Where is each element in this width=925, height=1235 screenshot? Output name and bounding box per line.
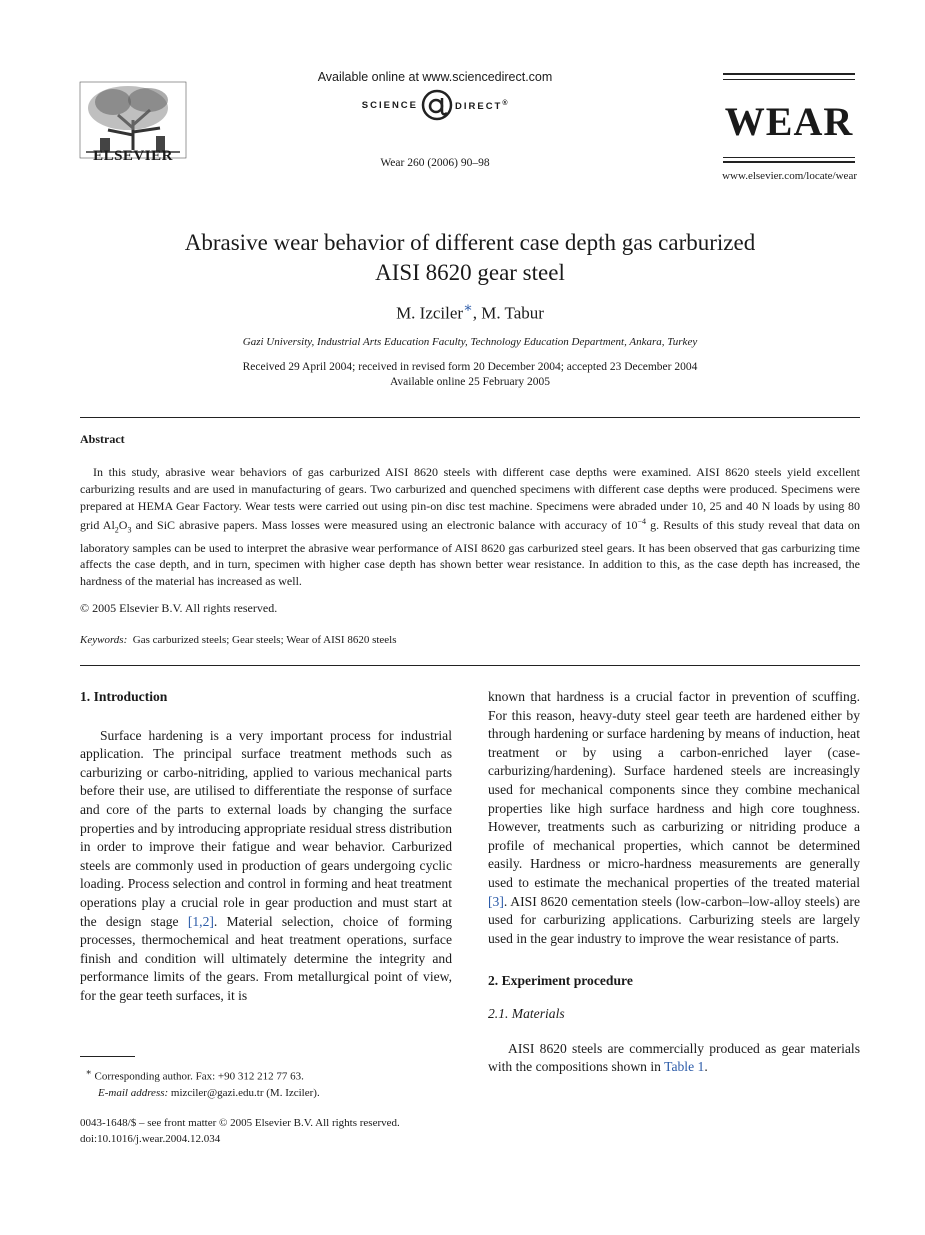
- doi-link[interactable]: doi:10.1016/j.wear.2004.12.034: [80, 1133, 221, 1145]
- journal-rule: [723, 79, 855, 80]
- corresponding-author-link[interactable]: ∗: [463, 300, 473, 316]
- divider: [80, 665, 860, 666]
- abstract-body: In this study, abrasive wear behaviors of gas carburized AISI 8620 steels with different case depths were examined. AISI 8620 steels yield excellent carburizing results and are used in manufacturing of gears. Two carburized and quenched specimens with different case depths were produced. Specimens were prepared at HEMA Gear Factory. Wear tests were carried out using pin-on disc test machine. Specimens were abraded under 10, 25 and 40 N loads by using 80 grid $Al_2O_3$ and SiC abrasive papers. Mass losses were measured using an electronic balance with accuracy of $10^{-4}$ g. Results of this study reveal that data on laboratory samples can be used to interpret the abrasive wear performance of AISI 8620 gas carburized steel gears. It has been observed that gas carburizing time affects the case depth, and in turn, specimen with higher case depth has shown better wear resistance. In addition to this, as the case depth has increased, the hardness of the material has increased as well.: [80, 465, 861, 589]
- table-link[interactable]: Table 1: [664, 1059, 705, 1075]
- paragraph: known that hardness is a crucial factor in prevention of scuffing. For this reason, heavy-duty steel gear teeth are hardened either by through hardening or surface hardening by means of induction, heat treatment or by using a carbon-enriched layer (case-carburizing/hardening). Surface hardened steels are increasingly used for mechanical components since they combine mechanical properties like high surface hardness and high core toughness. However, treatments such as carburizing or nitriding produce a profile of mechanical properties, which cannot be determined easily. Hardness or micro-hardness measurements are generally used to estimate the mechanical properties of the treated material [3]. AISI 8620 cementation steels (low-carbon–low-alloy steels) are used for carburizing applications. Carburizing steels are largely used in the gear industry to improve the wear resistance of parts.: [488, 689, 860, 946]
- paragraph: Surface hardening is a very important process for industrial application. The principal surface treatment methods such as carburizing or carbo-nitriding, applied to various mechanical parts before their use, are utilised to differentiate the response of surface and core of the parts to external loads by changing the surface properties and by introducing appropriate residual stress distribution in order to improve their fatigue and wear behavior. Carburized steels are commonly used in production of gears undergoing cyclic loading. Process selection and control in forming and heat treatment operations play a crucial role in gear production and must start at the design stage [1,2]. Material selection, choice of forming processes, thermochemical and heat treatment operations, surface finish and condition will ultimately determine the integrity and performance limits of the gears. From metallurgical point of view, for the gear teeth surfaces, it is: [80, 727, 452, 1003]
- section-heading: 2. Experiment procedure: [488, 973, 633, 989]
- affiliation: Gazi University, Industrial Arts Education Faculty, Technology Education Department, Ankara, Turkey: [242, 336, 698, 348]
- paragraph: AISI 8620 steels are commercially produced as gear materials with the compositions shown in Table 1.: [488, 1040, 860, 1075]
- publisher-name: ELSEVIER: [93, 148, 173, 164]
- journal-rule: [723, 157, 855, 158]
- citation-link[interactable]: [3]: [488, 893, 504, 909]
- sciencedirect-left: SCIENCE: [361, 100, 418, 111]
- email-link[interactable]: mizciler@gazi.edu.tr (M. Izciler).: [168, 1086, 320, 1099]
- keywords: Keywords: Gas carburized steels; Gear steels; Wear of AISI 8620 steels: [80, 634, 397, 646]
- journal-url[interactable]: www.elsevier.com/locate/wear: [722, 170, 857, 182]
- citation-link[interactable]: [1,2]: [187, 913, 214, 929]
- article-title: Abrasive wear behavior of different case depth gas carburized AISI 8620 gear steel: [184, 230, 756, 285]
- abstract-heading: Abstract: [80, 432, 125, 446]
- divider: [80, 417, 860, 418]
- footnote-rule: [80, 1056, 135, 1057]
- abstract-copyright: © 2005 Elsevier B.V. All rights reserved.: [80, 601, 278, 615]
- footnote: ∗ Corresponding author. Fax: +90 312 212 77 63. E-mail address: mizciler@gazi.edu.tr (M. Izciler).: [85, 1067, 320, 1099]
- issn-doi: 0043-1648/$ – see front matter © 2005 Elsevier B.V. All rights reserved. doi:10.1016/j.wear.2004.12.034: [80, 1115, 480, 1147]
- sciencedirect-at-icon: [419, 86, 455, 122]
- journal-rule: [723, 161, 855, 163]
- journal-name: WEAR: [724, 99, 854, 144]
- journal-rule: [723, 73, 855, 75]
- sciencedirect-right: DIRECT®: [455, 100, 510, 113]
- body-column-left: [80, 688, 452, 1006]
- authors: M. Izciler∗, M. Tabur: [396, 300, 544, 323]
- available-online-text[interactable]: Available online at www.sciencedirect.com: [317, 70, 553, 84]
- subsection-heading: 2.1. Materials: [488, 1005, 565, 1021]
- article-dates: Received 29 April 2004; received in revised form 20 December 2004; accepted 23 December 2004 Available online 25 February 2005: [242, 361, 698, 388]
- body-column-right: [488, 688, 860, 1077]
- section-heading: 1. Introduction: [80, 689, 168, 704]
- journal-reference: Wear 260 (2006) 90–98: [380, 157, 490, 169]
